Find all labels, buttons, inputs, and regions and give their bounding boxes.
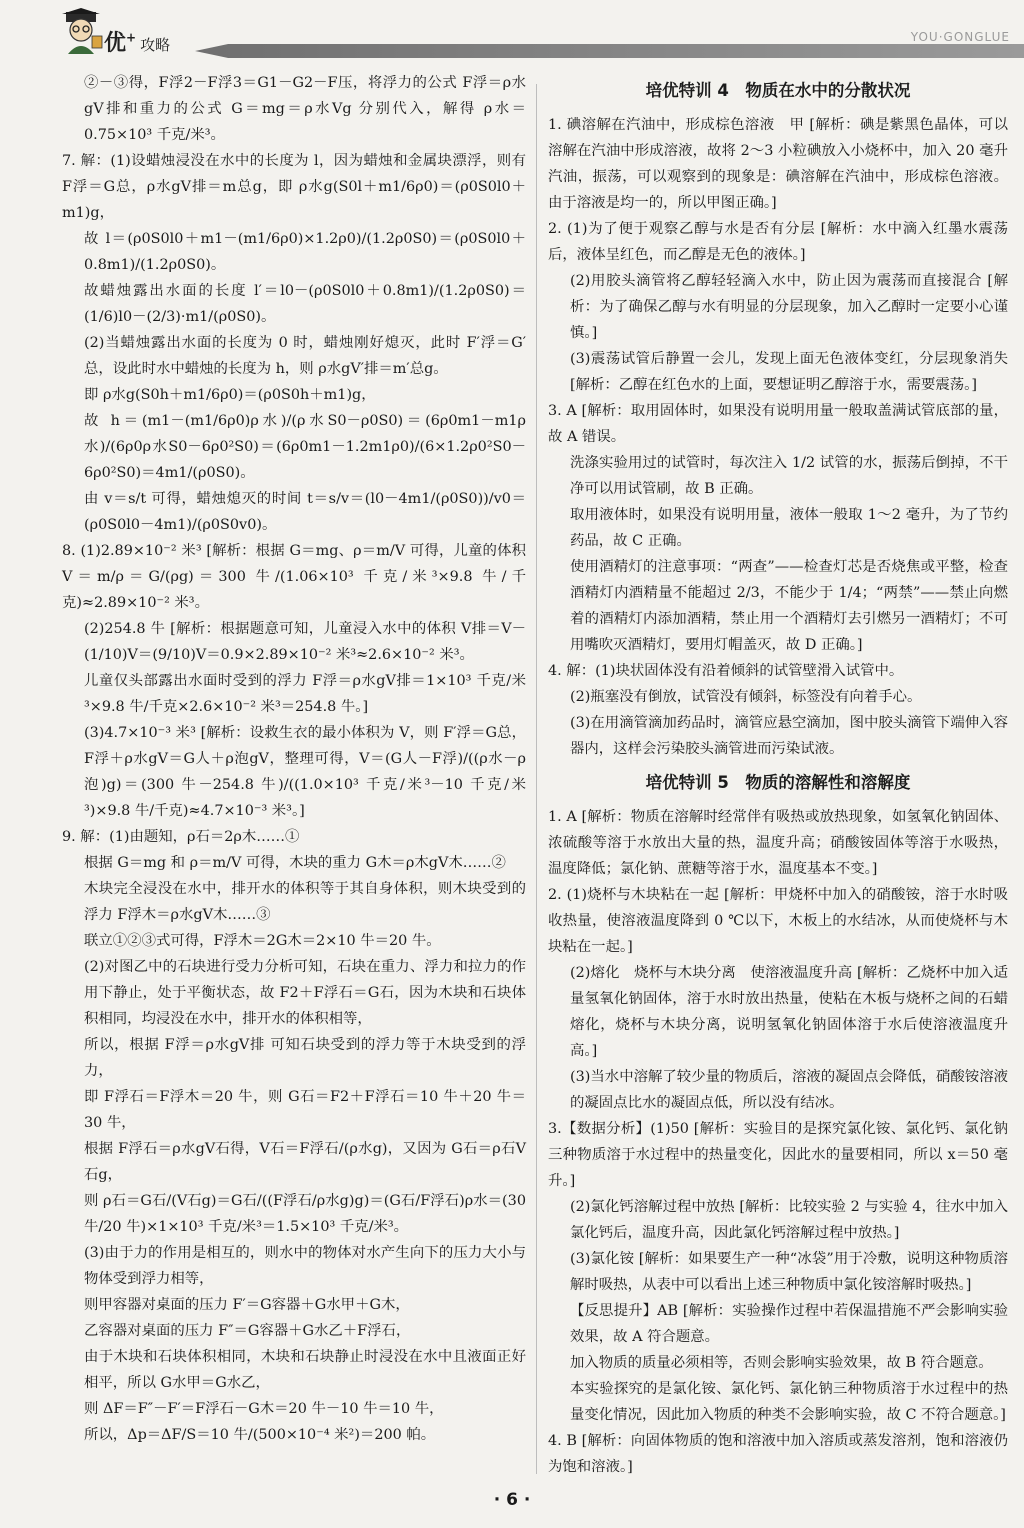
- section-4-body: [548, 112, 1008, 762]
- paragraph: 乙容器对桌面的压力 F″＝G容器＋G水乙＋F浮石，: [84, 1323, 411, 1339]
- paragraph: 故蜡烛露出水面的长度 l′＝l0－(ρ0S0l0＋0.8m1)/(1.2ρ0S0)＝(1/6)l0－(2/3)·m1/(ρ0S0)。: [84, 283, 526, 325]
- paragraph: 根据 F浮石＝ρ水gV石得，V石＝F浮石/(ρ水g)，又因为 G石＝ρ石V石g，: [84, 1141, 526, 1183]
- paragraph: 根据 G＝mg 和 ρ＝m/V 可得，木块的重力 G木＝ρ木gV木……②: [84, 855, 506, 871]
- column-divider: [536, 84, 537, 1474]
- paragraph: (3)震荡试管后静置一会儿，发现上面无色液体变红，分层现象消失 [解析：乙醇在红色水的上面，要想证明乙醇溶于水，需要震荡。]: [570, 351, 1008, 393]
- page-header: [0, 0, 1024, 62]
- brand-sub: 攻略: [140, 36, 171, 54]
- paragraph: 9. 解：(1)由题知，ρ石＝2ρ木……①: [62, 829, 300, 845]
- paragraph: 2. (1)烧杯与木块粘在一起 [解析：甲烧杯中加入的硝酸铵，溶于水时吸收热量，使溶液温度降到 0 ℃以下，木板上的水结冰，从而使烧杯与木块粘在一起。]: [548, 887, 1008, 955]
- paragraph: 2. (1)为了便于观察乙醇与水是否有分层 [解析：水中滴入红墨水震荡后，液体呈红色，而乙醇是无色的液体。]: [548, 221, 1008, 263]
- paragraph: 则 ΔF＝F″－F′＝F浮石－G木＝20 牛－10 牛＝10 牛，: [84, 1401, 444, 1417]
- paragraph: 加入物质的质量必须相等，否则会影响实验效果，故 B 符合题意。: [570, 1355, 993, 1371]
- paragraph: 故 h＝(m1－(m1/6ρ0)ρ水)/(ρ水S0－ρ0S0)＝(6ρ0m1－m1ρ水)/(6ρ0ρ水S0－6ρ0²S0)＝(6ρ0m1－1.2m1ρ0)/(6×1.2ρ0²S0－6ρ0²S0)＝4m1/(ρ0S0)。: [84, 413, 526, 481]
- paragraph: (2)瓶塞没有倒放，试管没有倾斜，标签没有向着手心。: [570, 689, 922, 705]
- paragraph: ②－③得，F浮2－F浮3＝G1－G2－F压，将浮力的公式 F浮＝ρ水gV排和重力的公式 G＝mg＝ρ水Vg 分别代入，解得 ρ水＝0.75×10³ 千克/米³。: [84, 75, 526, 143]
- paragraph: 即 ρ水g(S0h＋m1/6ρ0)＝(ρ0S0h＋m1)g，: [84, 387, 376, 403]
- paragraph: 木块完全浸没在水中，排开水的体积等于其自身体积，则木块受到的浮力 F浮木＝ρ水gV木……③: [84, 881, 526, 923]
- paragraph: (3)由于力的作用是相互的，则水中的物体对水产生向下的压力大小与物体受到浮力相等，: [84, 1245, 526, 1287]
- brand-title: 优+ 攻略: [104, 30, 171, 56]
- paragraph: 则甲容器对桌面的压力 F′＝G容器＋G水甲＋G木，: [84, 1297, 410, 1313]
- paragraph: 3. A [解析：取用固体时，如果没有说明用量一般取盖满试管底部的量，故 A 错误。: [548, 403, 1008, 445]
- paragraph: 所以，Δp＝ΔF/S＝10 牛/(500×10⁻⁴ 米²)＝200 帕。: [84, 1427, 436, 1443]
- paragraph: 则 ρ石＝G石/(V石g)＝G石/((F浮石/ρ水g)g)＝(G石/F浮石)ρ水＝(30 牛/20 牛)×1×10³ 千克/米³＝1.5×10³ 千克/米³。: [84, 1193, 526, 1235]
- paragraph: 取用液体时，如果没有说明用量，液体一般取 1～2 毫升，为了节约药品，故 C 正确。: [570, 507, 1008, 549]
- paragraph: (2)用胶头滴管将乙醇轻轻滴入水中，防止因为震荡而直接混合 [解析：为了确保乙醇与水有明显的分层现象，加入乙醇时一定要小心谨慎。]: [570, 273, 1008, 341]
- paragraph: 1. A [解析：物质在溶解时经常伴有吸热或放热现象，如氢氧化钠固体、浓硫酸等溶于水放出大量的热，温度升高；硝酸铵固体等溶于水吸热，温度降低；氯化钠、蔗糖等溶于水，温度基本不变。]: [548, 809, 1008, 877]
- paragraph: 即 F浮石＝F浮木＝20 牛，则 G石＝F2＋F浮石＝10 牛＋20 牛＝30 牛，: [84, 1089, 526, 1131]
- paragraph: 7. 解：(1)设蜡烛浸没在水中的长度为 l，因为蜡烛和金属块漂浮，则有 F浮＝G总，ρ水gV排＝m总g，即 ρ水g(S0l＋m1/6ρ0)＝(ρ0S0l0＋m1)g，: [62, 153, 526, 221]
- paragraph: (3)4.7×10⁻³ 米³ [解析：设救生衣的最小体积为 V，则 F′浮＝G总，F浮＋ρ水gV＝G人＋ρ泡gV，整理可得，V＝(G人－F浮)/((ρ水－ρ泡)g)＝(300 牛－254.8 牛)/((1.0×10³ 千克/米³－10 千克/米³)×9.8 牛/千克)≈4.7×10⁻³ 米³。]: [84, 725, 526, 819]
- paragraph: 4. 解：(1)块状固体没有沿着倾斜的试管壁滑入试管中。: [548, 663, 904, 679]
- paragraph: (2)氯化钙溶解过程中放热 [解析：比较实验 2 与实验 4，往水中加入氯化钙后，温度升高，因此氯化钙溶解过程中放热。]: [570, 1199, 1008, 1241]
- section-title-4: 培优特训 4 物质在水中的分散状况: [645, 81, 911, 100]
- paragraph: (2)熔化 烧杯与木块分离 使溶液温度升高 [解析：乙烧杯中加入适量氢氧化钠固体，溶于水时放出热量，使粘在木板与烧杯之间的石蜡熔化，烧杯与木块分离，说明氢氧化钠固体溶于水后使溶液温度升高。]: [570, 965, 1008, 1059]
- paragraph: 【反思提升】AB [解析：实验操作过程中若保温措施不严会影响实验效果，故 A 符合题意。: [570, 1303, 1008, 1345]
- paragraph: 1. 碘溶解在汽油中，形成棕色溶液 甲 [解析：碘是紫黑色晶体，可以溶解在汽油中形成溶液，故将 2～3 小粒碘放入小烧杯中，加入 20 毫升汽油，振荡，可以观察到的现象是：碘溶解在汽油中，形成棕色溶液。由于溶液是均一的，所以甲图正确。]: [548, 117, 1008, 211]
- paragraph: 由 v＝s/t 可得，蜡烛熄灭的时间 t＝s/v＝(l0－4m1/(ρ0S0))/v0＝(ρ0S0l0－4m1)/(ρ0S0v0)。: [84, 491, 526, 533]
- paragraph: (3)氯化铵 [解析：如果要生产一种“冰袋”用于冷敷，说明这种物质溶解时吸热，从表中可以看出上述三种物质中氯化铵溶解时吸热。]: [570, 1251, 1008, 1293]
- paragraph: 所以，根据 F浮＝ρ水gV排 可知石块受到的浮力等于木块受到的浮力，: [84, 1037, 526, 1079]
- mascot-icon: [58, 8, 104, 56]
- paragraph: 本实验探究的是氯化铵、氯化钙、氯化钠三种物质溶于水过程中的热量变化情况，因此加入物质的种类不会影响实验，故 C 不符合题意。]: [570, 1381, 1008, 1423]
- paragraph: (2)对图乙中的石块进行受力分析可知，石块在重力、浮力和拉力的作用下静止，处于平衡状态，故 F2＋F浮石＝G石，因为木块和石块体积相同，均浸没在水中，排开水的体积相等，: [84, 959, 526, 1027]
- page-number: · 6 ·: [493, 1490, 531, 1510]
- paragraph: 使用酒精灯的注意事项：“两查”——检查灯芯是否烧焦或平整，检查酒精灯内酒精量不能超过 2/3，不能少于 1/4；“两禁”——禁止向燃着的酒精灯内添加酒精，禁止用一个酒精灯去引燃另一酒精灯；不可用嘴吹灭酒精灯，要用灯帽盖灭，故 D 正确。]: [570, 559, 1008, 653]
- paragraph: (3)当水中溶解了较少量的物质后，溶液的凝固点会降低，硝酸铵溶液的凝固点比水的凝固点低，所以没有结冰。: [570, 1069, 1008, 1111]
- paragraph: (2)当蜡烛露出水面的长度为 0 时，蜡烛刚好熄灭，此时 F′浮＝G′总，设此时水中蜡烛的长度为 h，则 ρ水gV′排＝m′总g。: [84, 335, 526, 377]
- brand-main: 优: [104, 31, 127, 56]
- section-5-body: [548, 804, 1008, 1480]
- paragraph: 3.【数据分析】(1)50 [解析：实验目的是探究氯化铵、氯化钙、氯化钠三种物质溶于水过程中的热量变化，因此水的量要相同，所以 x＝50 毫升。]: [548, 1121, 1008, 1189]
- paragraph: (3)在用滴管滴加药品时，滴管应悬空滴加，图中胶头滴管下端伸入容器内，这样会污染胶头滴管进而污染试液。: [570, 715, 1008, 757]
- paragraph: 洗涤实验用过的试管时，每次注入 1/2 试管的水，振荡后倒掉，不干净可以用试管刷，故 B 正确。: [570, 455, 1008, 497]
- left-column: [62, 70, 526, 1448]
- paragraph: 4. B [解析：向固体物质的饱和溶液中加入溶质或蒸发溶剂，饱和溶液仍为饱和溶液。]: [548, 1433, 1008, 1475]
- paragraph: 儿童仅头部露出水面时受到的浮力 F浮＝ρ水gV排＝1×10³ 千克/米³×9.8 牛/千克×2.6×10⁻² 米³＝254.8 牛。]: [84, 673, 526, 715]
- section-title-5: 培优特训 5 物质的溶解性和溶解度: [645, 773, 911, 792]
- header-rule: [195, 44, 1024, 58]
- paragraph: 由于木块和石块体积相同，木块和石块静止时浸没在水中且液面正好相平，所以 G水甲＝G水乙，: [84, 1349, 526, 1391]
- paragraph: 联立①②③式可得，F浮木＝2G木＝2×10 牛＝20 牛。: [84, 933, 441, 949]
- header-english: YOU·GONGLUE: [910, 30, 1010, 44]
- paragraph: 故 l＝(ρ0S0l0＋m1－(m1/6ρ0)×1.2ρ0)/(1.2ρ0S0)＝(ρ0S0l0＋0.8m1)/(1.2ρ0S0)。: [84, 231, 526, 273]
- paragraph: (2)254.8 牛 [解析：根据题意可知，儿童浸入水中的体积 V排＝V－(1/10)V＝(9/10)V＝0.9×2.89×10⁻² 米³≈2.6×10⁻² 米³。: [84, 621, 526, 663]
- paragraph: 8. (1)2.89×10⁻² 米³ [解析：根据 G＝mg、ρ＝m/V 可得，儿童的体积 V＝m/ρ＝G/(ρg)＝300 牛/(1.06×10³ 千克/米³×9.8 牛/千克)≈2.89×10⁻² 米³。: [62, 543, 526, 611]
- right-column: [548, 70, 1008, 1480]
